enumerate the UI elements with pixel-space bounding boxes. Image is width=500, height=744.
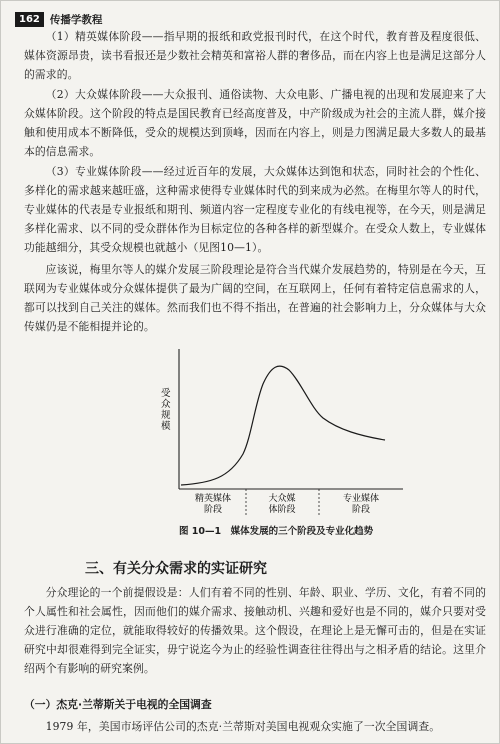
figure-media-stages: [151, 346, 409, 521]
book-title: 传播学教程: [49, 13, 103, 26]
paragraph-mass-stage: （2）大众媒体阶段——大众报刊、通俗读物、大众电影、广播电视的出现和发展迎来了大众媒体阶段。这个阶段的特点是国民教育已经高度普及，中产阶级成为社会的主流人群，媒介接触和使用成本不断降低，受众的规模达到顶峰，因而在内容上，则是力图满足最大多数人的最基本的信息需求。: [24, 88, 486, 158]
y-axis-label-char: 受: [161, 388, 171, 399]
stage-label-elite: 阶段: [203, 504, 223, 514]
y-axis-label-char: 规: [161, 410, 171, 421]
page-header: [15, 9, 102, 29]
paragraph-elite-stage: （1）精英媒体阶段——指早期的报纸和政党报刊时代，在这个时代，教育普及程度很低、媒体资源昂贵，读书看报还是少数社会精英和富裕人群的奢侈品，而在内容上也是满足这部分人的需求的。: [24, 30, 486, 81]
stage-label-mass: 体阶段: [268, 504, 296, 514]
section-title: 三、有关分众需求的实证研究: [85, 561, 267, 577]
paragraph-evaluation: 应该说，梅里尔等人的媒介发展三阶段理论是符合当代媒介发展趋势的，特别是在今天，互联网为专业媒体或分众媒体提供了最为广阔的空间，在互联网上，任何有着特定信息需求的人，都可以找到自己关注的媒体。然而我们也不得不指出，在普遍的社会影响力上，分众媒体与大众传媒仍是不能相提并论的。: [24, 263, 486, 333]
y-axis-label-char: 众: [161, 399, 171, 410]
stage-label-mass: 大众媒: [268, 493, 296, 503]
audience-size-curve: [181, 366, 385, 485]
subsection-title: （一）杰克·兰蒂斯关于电视的全国调查: [24, 698, 212, 711]
figure-media-stages-svg: [151, 346, 409, 521]
figure-caption: 图 10—1 媒体发展的三个阶段及专业化趋势: [179, 526, 374, 537]
stage-label-elite: 精英媒体: [194, 493, 232, 503]
stage-label-specialized: 阶段: [351, 504, 371, 514]
paragraph-landis-survey: 1979 年，美国市场评估公司的杰克·兰蒂斯对美国电视观众实施了一次全国调查。: [45, 720, 441, 733]
stage-label-specialized: 专业媒体: [342, 493, 380, 503]
page-number: 162: [15, 12, 44, 27]
paragraph-segmentation-hypothesis: 分众理论的一个前提假设是：人们有着不同的性别、年龄、职业、学历、文化，有着不同的个人属性和社会属性，因而他们的媒介需求、接触动机、兴趣和爱好也是不同的，媒介只要对受众进行准确的定位，就能取得较好的传播效果。这个假设，在理论上是无懈可击的，但是在实证研究中却很难得到完全证实，毋宁说迄今为止的经验性调查往往得出与之相矛盾的结论。这里介绍两个有影响的研究案例。: [24, 586, 486, 675]
paragraph-specialized-stage: （3）专业媒体阶段——经过近百年的发展，大众媒体达到饱和状态，同时社会的个性化、多样化的需求越来越旺盛，这种需求使得专业媒体时代的到来成为必然。在梅里尔等人的时代，专业媒体的代表是专业报纸和期刊、频道内容一定程度专业化的有线电视等，在今天，则是满足多样化需求、以不同的受众群体作为目标定位的各种各样的新型媒介。在受众人数上，专业媒体功能越细分，其受众规模也就越小（见图10—1）。: [24, 165, 486, 254]
y-axis-label-char: 模: [161, 421, 171, 432]
